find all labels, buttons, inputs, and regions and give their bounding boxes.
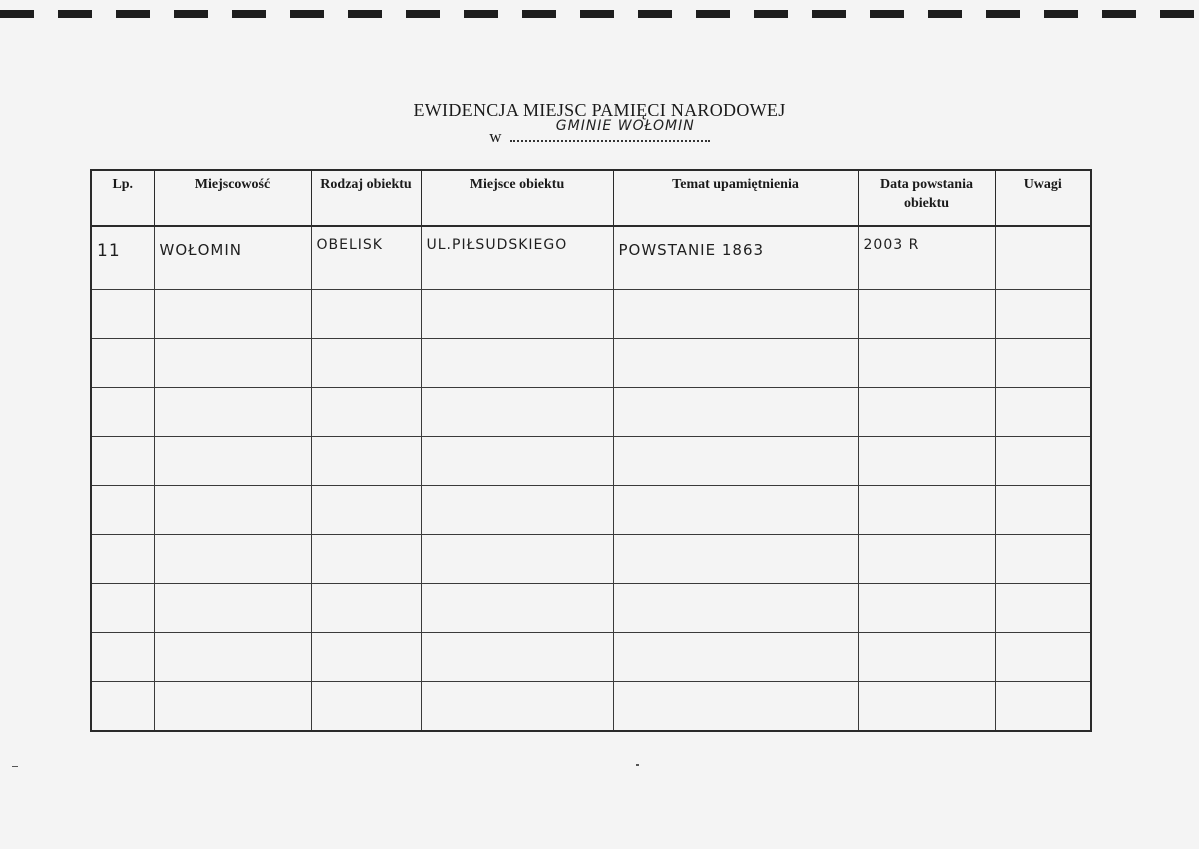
empty-cell [613,290,858,339]
empty-cell [311,339,421,388]
empty-cell [995,486,1091,535]
empty-cell [154,584,311,633]
empty-cell [421,290,613,339]
column-header-data: Data powstania obiektu [858,170,995,226]
empty-cell [91,633,154,682]
perforation-strip [0,10,1199,18]
column-header-lp: Lp. [91,170,154,226]
empty-table-row [91,290,1091,339]
empty-cell [613,339,858,388]
column-header-miejscowosc: Miejscowość [154,170,311,226]
empty-cell [421,437,613,486]
empty-cell [154,290,311,339]
empty-cell [613,388,858,437]
column-header-rodzaj: Rodzaj obiektu [311,170,421,226]
empty-cell [311,633,421,682]
empty-cell [613,535,858,584]
empty-cell [858,535,995,584]
empty-cell [154,437,311,486]
empty-cell [91,339,154,388]
empty-cell [613,633,858,682]
cell-uwagi [995,226,1091,290]
empty-table-row [91,535,1091,584]
cell-lp: 11 [91,226,154,290]
empty-cell [995,584,1091,633]
empty-cell [91,437,154,486]
empty-cell [858,682,995,732]
empty-cell [311,584,421,633]
cell-rodzaj: OBELISK [311,226,421,290]
location-handwritten: GMINIE WOŁOMIN [555,118,695,134]
empty-cell [421,584,613,633]
cell-data: 2003 R [858,226,995,290]
table-row [91,226,1091,290]
empty-table-row [91,584,1091,633]
empty-cell [421,388,613,437]
empty-cell [858,633,995,682]
empty-cell [995,437,1091,486]
document-title: EWIDENCJA MIEJSC PAMIĘCI NARODOWEJ [413,100,786,120]
empty-table-row [91,339,1091,388]
cell-miejsce: UL.PIŁSUDSKIEGO [421,226,613,290]
empty-cell [311,290,421,339]
empty-table-row [91,388,1091,437]
empty-cell [421,682,613,732]
scan-speck [636,764,639,766]
empty-cell [91,682,154,732]
empty-cell [613,584,858,633]
empty-table-row [91,486,1091,535]
empty-cell [311,388,421,437]
empty-table-row [91,633,1091,682]
empty-cell [858,339,995,388]
empty-cell [154,486,311,535]
empty-cell [858,437,995,486]
column-header-temat: Temat upamiętnienia [613,170,858,226]
empty-cell [995,633,1091,682]
empty-cell [311,437,421,486]
empty-cell [421,535,613,584]
empty-cell [154,535,311,584]
empty-cell [858,290,995,339]
scan-speck [12,766,18,767]
empty-cell [311,535,421,584]
empty-cell [311,682,421,732]
header-row [91,170,1091,226]
empty-cell [995,339,1091,388]
empty-table-row [91,682,1091,732]
empty-cell [995,388,1091,437]
empty-cell [91,535,154,584]
empty-cell [858,486,995,535]
empty-cell [91,584,154,633]
column-header-uwagi: Uwagi [995,170,1091,226]
location-fill-line [510,118,710,142]
cell-temat: POWSTANIE 1863 [613,226,858,290]
column-header-miejsce: Miejsce obiektu [421,170,613,226]
empty-cell [995,290,1091,339]
empty-cell [154,633,311,682]
empty-table-row [91,437,1091,486]
empty-cell [613,682,858,732]
subtitle-prefix: w [489,127,502,146]
empty-cell [613,486,858,535]
empty-cell [154,682,311,732]
document-subtitle [0,118,1199,147]
empty-cell [421,339,613,388]
empty-cell [154,388,311,437]
empty-cell [421,633,613,682]
empty-cell [154,339,311,388]
empty-cell [91,290,154,339]
register-table [90,169,1092,732]
empty-cell [995,682,1091,732]
empty-cell [421,486,613,535]
empty-cell [91,388,154,437]
empty-cell [613,437,858,486]
empty-cell [995,535,1091,584]
cell-miejscowosc: WOŁOMIN [154,226,311,290]
empty-cell [858,584,995,633]
empty-cell [858,388,995,437]
empty-cell [311,486,421,535]
empty-cell [91,486,154,535]
